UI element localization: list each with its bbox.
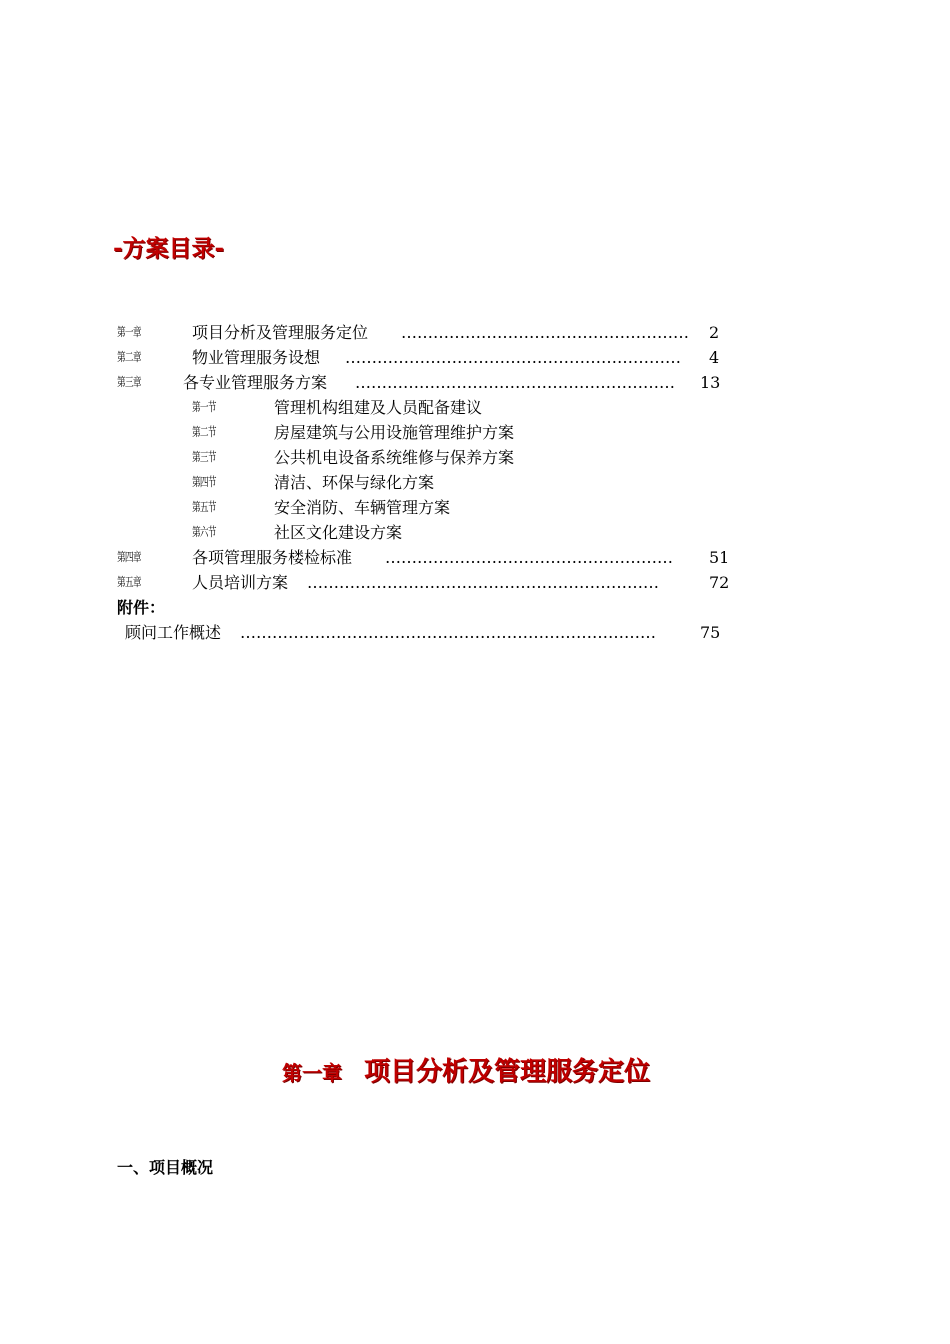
toc-section-number: 第三节 [192, 450, 216, 464]
toc-entry-page: 2 [709, 323, 720, 342]
toc-entry-chapter-5[interactable] [117, 570, 737, 595]
toc-entry-chapter-1[interactable] [117, 320, 737, 345]
toc-entry-number: 第二章 [117, 350, 141, 364]
section-heading: 一、项目概况 [117, 1158, 214, 1177]
toc-entry-number: 第三章 [117, 375, 141, 389]
toc-entry-leader: …………………………………………………… [355, 373, 675, 392]
toc-entry-page: 72 [709, 573, 730, 592]
toc-entry-number: 第五章 [117, 575, 141, 589]
toc-entry-number: 第四章 [117, 550, 141, 564]
toc-section-3[interactable] [192, 445, 612, 470]
toc-section-title: 房屋建筑与公用设施管理维护方案 [274, 423, 515, 442]
toc-section-number: 第四节 [192, 475, 216, 489]
toc-entry-title: 各项管理服务楼检标准 [192, 548, 353, 567]
toc-entry-appendix[interactable] [125, 620, 737, 645]
toc-entry-leader: ……………………………………………… [401, 323, 689, 342]
toc-entry-chapter-4[interactable] [117, 545, 737, 570]
toc-section-title: 公共机电设备系统维修与保养方案 [274, 448, 515, 467]
toc-entry-leader: ……………………………………………………… [345, 348, 681, 367]
toc-entry-number: 第一章 [117, 325, 141, 339]
toc-section-title: 社区文化建设方案 [274, 523, 403, 542]
toc-section-5[interactable] [192, 495, 612, 520]
toc-entry-page: 13 [700, 373, 721, 392]
toc-section-number: 第六节 [192, 525, 216, 539]
toc-entry-page: 75 [700, 623, 721, 642]
toc-entry-leader: ………………………………………………………… [307, 573, 659, 592]
toc-entry-title: 各专业管理服务方案 [183, 373, 328, 392]
toc-section-number: 第二节 [192, 425, 216, 439]
toc-entry-leader: …………………………………………………………………… [240, 623, 656, 642]
toc-section-title: 安全消防、车辆管理方案 [274, 498, 451, 517]
toc-section-1[interactable] [192, 395, 612, 420]
toc-entry-title: 物业管理服务设想 [192, 348, 321, 367]
chapter-number: 第一章 [282, 1061, 342, 1085]
toc-section-6[interactable] [192, 520, 612, 545]
toc-entry-title: 顾问工作概述 [125, 623, 222, 642]
toc-entry-page: 4 [709, 348, 720, 367]
toc-section-title: 清洁、环保与绿化方案 [274, 473, 435, 492]
appendix-label: 附件： [117, 598, 166, 617]
toc-section-number: 第一节 [192, 400, 216, 414]
toc-section-2[interactable] [192, 420, 612, 445]
chapter-title: 项目分析及管理服务定位 [364, 1057, 651, 1087]
toc-entry-title: 项目分析及管理服务定位 [192, 323, 369, 342]
toc-entry-page: 51 [709, 548, 730, 567]
chapter-heading [282, 1051, 650, 1088]
toc-section-title: 管理机构组建及人员配备建议 [274, 398, 483, 417]
toc-entry-chapter-3[interactable] [117, 370, 737, 395]
toc-entry-chapter-2[interactable] [117, 345, 737, 370]
toc-title: -方案目录- [113, 236, 225, 262]
toc-section-number: 第五节 [192, 500, 216, 514]
toc-entry-leader: ……………………………………………… [385, 548, 673, 567]
toc-section-4[interactable] [192, 470, 612, 495]
toc-entry-title: 人员培训方案 [192, 573, 289, 592]
